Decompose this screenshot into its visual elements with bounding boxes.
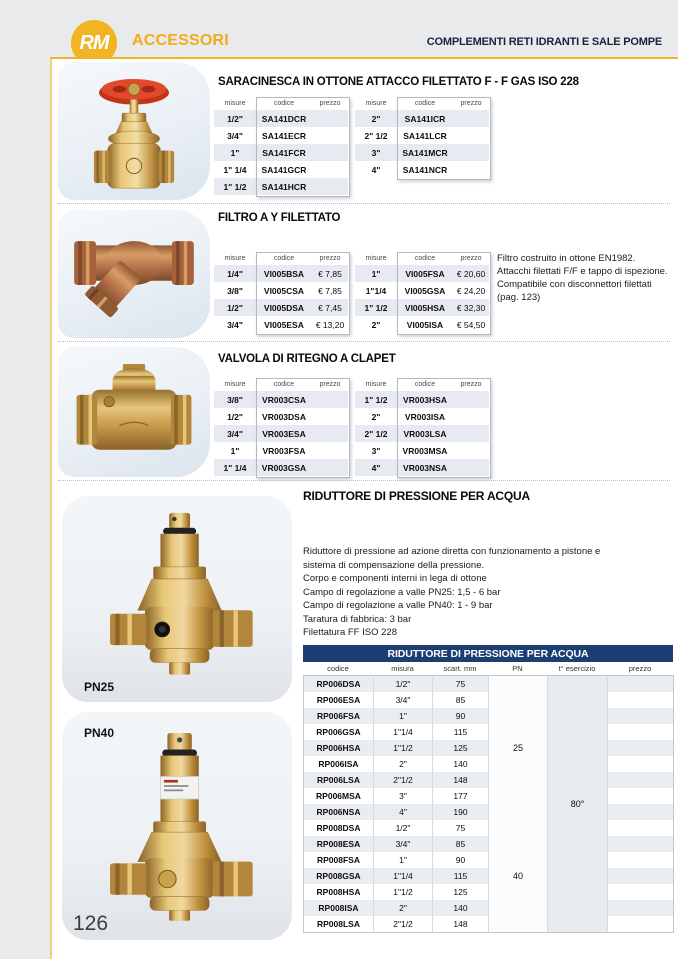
offset-cell: 140	[433, 900, 489, 916]
table-row	[355, 442, 489, 459]
table-row	[214, 110, 348, 127]
filtro-table-left	[214, 252, 348, 333]
description-line: Filtro costruito in ottone EN1982.	[497, 253, 636, 264]
col-prezzo: prezzo	[319, 381, 341, 388]
code-cell: VI005DSA	[263, 302, 305, 313]
col-scart-mm: scart. mm	[443, 664, 477, 673]
code-cell: RP006ESA	[316, 695, 361, 705]
pn-cell: 25	[489, 676, 548, 821]
size-cell: 1"	[374, 708, 433, 724]
code-cell: SA141GCR	[261, 164, 307, 175]
col-prezzo: prezzo	[460, 381, 482, 388]
size-cell: 1" 1/2	[223, 181, 247, 192]
table-row	[355, 161, 489, 178]
col-misure: misure	[365, 381, 387, 388]
offset-cell: 177	[433, 788, 489, 804]
riduttore-table	[303, 645, 673, 933]
price-cell	[608, 692, 674, 708]
size-cell: 2" 1/2	[364, 428, 388, 439]
size-cell: 2"	[374, 900, 433, 916]
offset-cell: 148	[433, 772, 489, 788]
section-title-riduttore: RIDUTTORE DI PRESSIONE PER ACQUA	[303, 489, 530, 503]
description-line: Corpo e componenti interni in lega di ottone	[303, 573, 487, 584]
size-cell: 1"	[371, 268, 381, 279]
code-cell: SA141HCR	[261, 181, 307, 192]
col-prezzo: prezzo	[628, 664, 652, 673]
code-cell: VI005GSA	[404, 285, 446, 296]
size-cell: 1"	[374, 852, 433, 868]
description-line: Attacchi filettati F/F e tappo di ispezione.	[497, 266, 668, 277]
price-cell: € 32,30	[456, 302, 486, 313]
offset-cell: 90	[433, 708, 489, 724]
table-row	[214, 442, 348, 459]
col-codice: codice	[414, 255, 436, 262]
price-cell	[608, 868, 674, 884]
size-cell: 2"1/2	[374, 916, 433, 933]
offset-cell: 148	[433, 916, 489, 933]
header-rule	[50, 57, 678, 59]
table-row	[214, 425, 348, 442]
price-cell: € 24,20	[456, 285, 486, 296]
price-cell	[608, 916, 674, 933]
col-prezzo: prezzo	[460, 255, 482, 262]
code-cell: VR003ESA	[262, 428, 306, 439]
code-cell: VI005ISA	[406, 319, 444, 330]
size-cell: 1/2"	[374, 820, 433, 836]
size-cell: 1/2"	[374, 676, 433, 693]
size-cell: 3"	[374, 788, 433, 804]
size-cell: 2"	[371, 319, 381, 330]
table-row	[355, 299, 489, 316]
code-cell: VI005FSA	[405, 268, 445, 279]
price-cell	[608, 900, 674, 916]
description-line: Riduttore di pressione ad azione diretta con funzionamento a pistone e	[303, 546, 601, 557]
size-cell: 1"	[230, 445, 240, 456]
table-row	[355, 459, 489, 476]
page-chapter-title: COMPLEMENTI RETI IDRANTI E SALE POMPE	[426, 36, 662, 48]
size-cell: 2"	[371, 411, 381, 422]
code-cell: RP006LSA	[317, 775, 360, 785]
table-row	[355, 391, 489, 408]
offset-cell: 85	[433, 836, 489, 852]
table-row	[214, 178, 348, 195]
price-cell	[608, 836, 674, 852]
size-cell: 3/4"	[227, 428, 243, 439]
offset-cell: 140	[433, 756, 489, 772]
size-cell: 3"	[371, 147, 381, 158]
check-valve-photo	[58, 347, 210, 477]
price-cell	[608, 884, 674, 900]
price-cell	[608, 820, 674, 836]
code-cell: VR003NSA	[403, 462, 447, 473]
size-cell: 3/4"	[227, 319, 243, 330]
code-cell: VR003LSA	[403, 428, 447, 439]
size-cell: 4"	[374, 804, 433, 820]
valvola-table-right	[355, 378, 489, 476]
section-divider	[58, 341, 670, 342]
valvola-table-left	[214, 378, 348, 476]
code-cell: VR003HSA	[403, 394, 447, 405]
description-line: (pag. 123)	[497, 292, 541, 303]
riduttore-description	[303, 545, 600, 640]
code-cell: VR003DSA	[262, 411, 306, 422]
offset-cell: 75	[433, 820, 489, 836]
description-line: Compatibile con disconnettori filettati	[497, 279, 652, 290]
code-cell: SA141MCR	[402, 147, 448, 158]
col-codice: codice	[414, 381, 436, 388]
section-title-valvola: VALVOLA DI RITEGNO A CLAPET	[218, 353, 396, 365]
price-cell: € 54,50	[456, 319, 486, 330]
col-prezzo: prezzo	[319, 100, 341, 107]
size-cell: 1"1/4	[374, 724, 433, 740]
section-title-filtro: FILTRO A Y FILETTATO	[218, 212, 341, 224]
col-misure: misure	[365, 255, 387, 262]
code-cell: SA141NCR	[402, 164, 448, 175]
code-cell: SA141ECR	[262, 130, 306, 141]
size-cell: 2"1/2	[374, 772, 433, 788]
pressure-reducer-pn40-icon	[77, 720, 277, 932]
col-misure: misure	[365, 100, 387, 107]
description-line: sistema di compensazione della pressione.	[303, 559, 485, 571]
col-prezzo: prezzo	[460, 100, 482, 107]
table-row	[214, 316, 348, 333]
y-strainer-photo	[58, 210, 210, 338]
pressure-reducer-pn25-photo	[62, 496, 292, 702]
price-cell	[608, 772, 674, 788]
offset-cell: 190	[433, 804, 489, 820]
table-row	[355, 282, 489, 299]
price-cell: € 13,20	[315, 319, 345, 330]
size-cell: 1" 1/4	[223, 462, 247, 473]
code-cell: RP008HSA	[316, 887, 361, 897]
col-misure: misure	[224, 381, 246, 388]
offset-cell: 90	[433, 852, 489, 868]
code-cell: SA141LCR	[403, 130, 447, 141]
offset-cell: 115	[433, 868, 489, 884]
section-divider	[58, 480, 670, 481]
code-cell: RP006ISA	[318, 759, 359, 769]
size-cell: 3/4"	[374, 836, 433, 852]
table-row	[355, 408, 489, 425]
left-margin-rule	[50, 59, 52, 959]
col-codice: codice	[273, 255, 295, 262]
code-cell: SA141ICR	[404, 113, 446, 124]
table-header-row	[214, 97, 348, 110]
size-cell: 1/2"	[227, 411, 243, 422]
size-cell: 1/2"	[227, 302, 243, 313]
price-cell	[608, 724, 674, 740]
y-strainer-icon	[68, 215, 200, 333]
table-row	[355, 110, 489, 127]
code-cell: VR003CSA	[262, 394, 306, 405]
table-header-row	[355, 378, 489, 391]
pn40-label: PN40	[84, 726, 115, 740]
table-row	[214, 391, 348, 408]
pn25-label: PN25	[84, 680, 115, 694]
table-row	[304, 676, 674, 693]
code-cell: RP006DSA	[316, 679, 361, 689]
table-row	[214, 265, 348, 282]
table-row	[214, 127, 348, 144]
size-cell: 4"	[371, 164, 381, 175]
size-cell: 1" 1/4	[223, 164, 247, 175]
code-cell: RP008LSA	[317, 919, 360, 929]
col-pn: PN	[512, 664, 523, 673]
size-cell: 1"1/2	[374, 740, 433, 756]
col-codice: codice	[273, 100, 295, 107]
check-valve-icon	[68, 352, 200, 472]
col-prezzo: prezzo	[319, 255, 341, 262]
description-line: Campo di regolazione a valle PN40: 1 - 9 bar	[303, 600, 493, 611]
price-cell	[608, 708, 674, 724]
size-cell: 3/4"	[227, 130, 243, 141]
code-cell: RP006MSA	[316, 791, 361, 801]
table-header-row	[214, 378, 348, 391]
offset-cell: 75	[433, 676, 489, 693]
price-cell	[608, 852, 674, 868]
size-cell: 1/4"	[227, 268, 243, 279]
saracinesca-table-right	[355, 97, 489, 178]
gate-valve-photo	[58, 62, 210, 200]
size-cell: 1/2"	[227, 113, 243, 124]
table-header-row	[355, 252, 489, 265]
code-cell: RP008ISA	[318, 903, 359, 913]
size-cell: 1"1/2	[374, 884, 433, 900]
offset-cell: 115	[433, 724, 489, 740]
table-title-bar: RIDUTTORE DI PRESSIONE PER ACQUA	[303, 645, 673, 662]
code-cell: RP008FSA	[317, 855, 360, 865]
offset-cell: 125	[433, 884, 489, 900]
code-cell: RP008DSA	[316, 823, 361, 833]
code-cell: RP008ESA	[316, 839, 361, 849]
col-codice: codice	[414, 100, 436, 107]
size-cell: 3"	[371, 445, 381, 456]
table-header-row	[355, 97, 489, 110]
size-cell: 2"	[374, 756, 433, 772]
table-row	[214, 144, 348, 161]
price-cell	[608, 676, 674, 693]
col-misure: misure	[224, 100, 246, 107]
col-misure: misure	[224, 255, 246, 262]
code-cell: VI005BSA	[263, 268, 305, 279]
size-cell: 4"	[371, 462, 381, 473]
pressure-reducer-pn25-icon	[77, 504, 277, 694]
section-title-saracinesca: SARACINESCA IN OTTONE ATTACCO FILETTATO F - F GAS ISO 228	[218, 76, 579, 88]
price-cell	[608, 788, 674, 804]
code-cell: SA141FCR	[262, 147, 306, 158]
table-row	[355, 127, 489, 144]
table-row	[355, 265, 489, 282]
price-cell: € 20,60	[456, 268, 486, 279]
section-divider	[58, 203, 670, 204]
table-row	[355, 425, 489, 442]
table-header-row	[214, 252, 348, 265]
price-cell: € 7,45	[318, 302, 342, 313]
size-cell: 1"	[230, 147, 240, 158]
table-row	[214, 459, 348, 476]
table-header-row	[303, 662, 673, 675]
price-cell: € 7,85	[318, 268, 342, 279]
code-cell: VR003ISA	[404, 411, 446, 422]
size-cell: 1"1/4	[365, 285, 387, 296]
table-row	[355, 144, 489, 161]
code-cell: RP006NSA	[316, 807, 361, 817]
table-row	[214, 408, 348, 425]
size-cell: 1" 1/2	[364, 394, 388, 405]
code-cell: VR003MSA	[402, 445, 448, 456]
code-cell: VI005CSA	[263, 285, 305, 296]
table-row	[214, 299, 348, 316]
temperature-cell: 80°	[548, 676, 608, 933]
size-cell: 1"1/4	[374, 868, 433, 884]
filtro-description	[497, 252, 668, 304]
description-line: Campo di regolazione a valle PN25: 1,5 - 6 bar	[303, 586, 501, 598]
code-cell: RP006FSA	[317, 711, 360, 721]
size-cell: 3/8"	[227, 285, 243, 296]
filtro-table-right	[355, 252, 489, 333]
rm-logo-text: RM	[79, 31, 109, 54]
col-misura: misura	[391, 664, 414, 673]
col-t-esercizio: t° esercizio	[558, 664, 596, 673]
offset-cell: 85	[433, 692, 489, 708]
code-cell: VR003FSA	[262, 445, 306, 456]
description-line: Filettatura FF ISO 228	[303, 627, 397, 638]
price-cell: € 7,85	[318, 285, 342, 296]
code-cell: VI005HSA	[404, 302, 446, 313]
code-cell: VI005ESA	[264, 319, 304, 330]
price-cell	[608, 804, 674, 820]
table-row	[355, 316, 489, 333]
description-line: Taratura di fabbrica: 3 bar	[303, 613, 412, 625]
size-cell: 3/8"	[227, 394, 243, 405]
saracinesca-table-left	[214, 97, 348, 195]
gate-valve-icon	[70, 66, 198, 196]
page-number: 126	[73, 912, 109, 935]
table-row	[214, 282, 348, 299]
code-cell: SA141DCR	[261, 113, 307, 124]
code-cell: VR003GSA	[261, 462, 307, 473]
size-cell: 2" 1/2	[364, 130, 388, 141]
price-cell	[608, 740, 674, 756]
table-row	[214, 161, 348, 178]
code-cell: RP006GSA	[316, 727, 361, 737]
size-cell: 1" 1/2	[364, 302, 388, 313]
code-cell: RP006HSA	[316, 743, 361, 753]
col-codice: codice	[327, 664, 349, 673]
table-row	[304, 820, 674, 836]
page-category-title: ACCESSORI	[132, 32, 229, 49]
col-codice: codice	[273, 381, 295, 388]
offset-cell: 125	[433, 740, 489, 756]
size-cell: 3/4"	[374, 692, 433, 708]
pressure-reducer-pn40-photo	[62, 712, 292, 940]
code-cell: RP008GSA	[316, 871, 361, 881]
price-cell	[608, 756, 674, 772]
size-cell: 2"	[371, 113, 381, 124]
pn-cell: 40	[489, 820, 548, 933]
